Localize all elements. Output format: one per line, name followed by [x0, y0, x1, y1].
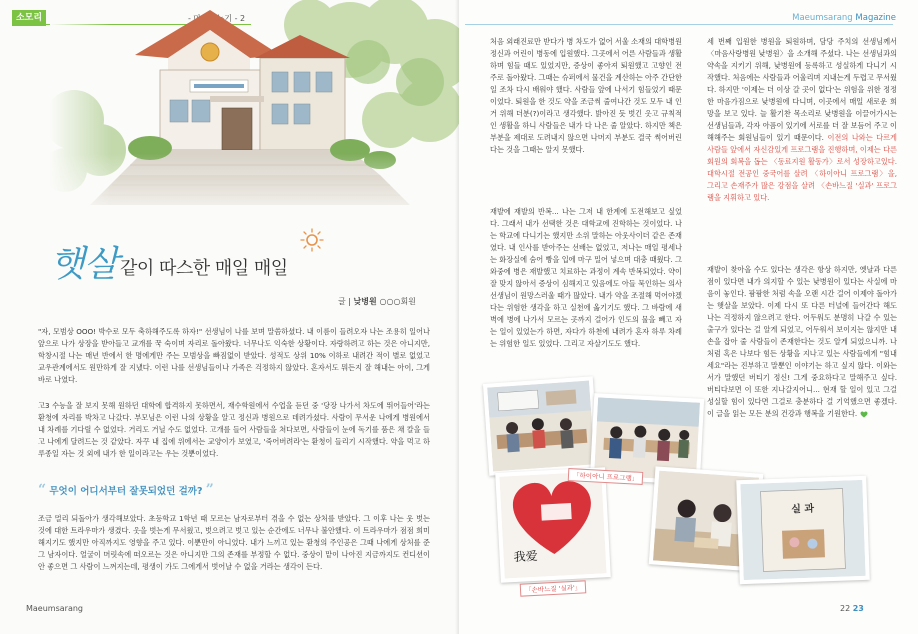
page-number-left: 22	[840, 604, 851, 613]
right-col2-text: 세 번째 입원한 병원을 퇴원하며, 담당 주치의 선생님께서 〈마음사랑병원 낮병원〉을 소개해 주셨다. 나는 선생님과의 약속을 지키기 위해, 낮병원에 등록하고 성실하게 다니기 시작했다. 처음에는 사람들과 어울리며 지내는게 두렵고 무서웠다. 하지만 '이제는 더 이상 갈 곳이 없다'는 위험을 위한 정정한 마음가짐으로 낮병원에 다니며, 이곳에서 매일 새로운 희망을 보고 있다. 늘 활기찬 목소리로 낮병원을 이끌어가시는 선생님들과, 각자 아픔이 있기에 서로를 더 잘 보듬어 주고 이해해주는 회원님들이 있기 때문이다.	[707, 37, 897, 142]
title-text: 같이 따스한 매일 매일	[120, 258, 288, 279]
byline-author: 낮병원 ○○○	[353, 297, 401, 306]
footer-brand: Maeumsarang	[26, 604, 83, 613]
photo-heart-sign	[495, 467, 611, 583]
quote-open-mark: “	[38, 482, 47, 498]
book-title: 실 과	[791, 503, 815, 516]
right-col2-paragraph-2	[707, 264, 897, 420]
page-number-right: 23	[852, 604, 864, 613]
quote-close-mark: ”	[205, 482, 214, 498]
magazine-header	[792, 13, 896, 23]
left-paragraph-2: 고3 수능을 잘 보지 못해 원하던 대학에 합격하지 못하면서, 재수학원에서 수업을 듣던 중 '당장 나가서 차도에 뛰어들어'라는 환청에 자리를 박차고 나갔다. 부모님은 이런 나의 상황을 알고 정신과 병원으로 데려가셨다. 사람이 무서운 나에게 병원에서 내 차례를 기다릴 수 없었다. 거리도 거닐 수도 없었다. 고개를 들어 사람들을 쳐다보면, 사람들이 눈에 독기를 품은 채 칼을 들고 나에게 달려드는 것 같았다. 자꾸 내 집에 위에서는 교양이가 보였고, '죽어버려라'는 환청이 들리기 시작했다. 약을 먹고 하루종일 자는 것 외에 내가 한 일이라고는 우는 것뿐이었다.	[38, 401, 430, 458]
heart-icon	[860, 411, 868, 418]
closing-text: 재발이 찾아올 수도 있다는 생각은 항상 하지만, 옛날과 다른 점이 있다면 내가 의지할 수 있는 낮병원이 있다는 사실에 마음이 놓인다. 팜팜한 처럼 속을 오랜 시간 걸어 이제야 돌아가는 햇살을 보았다. 이제 다시 또 다른 터널에 들어간다 해도 나는 걱정하지 않으려고 한다. 어두워도 분명히 나갈 수 있는 출구가 있다는 걸 알게 되었고, 어두워서 보이지는 않지만 내 손을 잡아 줄 사람들이 존재한다는 것도 알게 되었으니까. 나처럼 혹은 나보다 힘든 상황을 지나고 있는 사람들에게 "힘내세요"라는 진부하고 말뿐인 이야기는 하고 싶지 않다. 이와는 서가 말했던 버티기 정신! 그게 중요하다고 말해주고 싶다. 버티다보면 이 또한 지나갈지어니... 현재 할 일이 있고 그걸 성실할 힘이 있다면 그걸로 충분하다 걸 기억했으면 좋겠다. 이 글을 읽는 모든 분의 건강과 행복을 기원한다.	[707, 265, 897, 418]
left-paragraph-3: 조금 멀리 되돌아가 생각해보았다. 초등학교 1학년 때 모르는 남자로부터 겪을 수 없는 상처를 받았다. 그 이후 나는 웃 벗는 것에 대한 트라우마가 생겼다. 옷을 벗는게 무서웠고, 벗으려고 벗고 있는 순간에도 너무나 불안했다. 이 트라우마가 점점 희미해지기도 했지만 아직까지도 영향을 주고 있다. 이뿐만이 아니었다. 내가 느끼고 있는 환청의 주인공은 그때 나에게 상처를 준 그 남자이다. 얼굴이 머릿속에 떠오르는 것은 아니지만 그의 존재를 부정할 수 없다. 중상이 맡이 나아진 지금까지도 컨디션이 안 좋으면 그 사람이 느껴지는데, 평생이 가도 그에게서 벗어날 수 없을 거라는 생각이 든다.	[38, 514, 430, 571]
sun-icon	[300, 228, 324, 252]
right-col1-paragraph-2: 재발에 재발의 반복... 나는 그저 내 한계에 도전해보고 싶었다. 그래서 내가 선택한 것은 대학교에 진학하는 것이었다. 나는 학교에 다니기는 했지만 소위 말하는 아웃사이더 같은 존재였다. 내 인사를 받아주는 선배는 없었고, 저나는 매일 평세나는 화장실에 숨어 빵을 입에 마구 밀어 넣으며 대충 때웠다. 그 와중에 병은 재발했고 치료하는 과정이 계속 반복되었다. 약이 잘 맞지 않아서 증상이 심해지고 있음에도 아들 묵인하는 의사선생님이 원망스러울 때가 많았다. 내가 약을 조절해 먹어야겠다는 위험한 생각을 하고 실천에 옮기기도 했다. 그 바람에 새벽에 병에 나가서 모르는 곳까지 걸어가 인도의 물을 빼고 자는 일이 있었는가 하면, 자다가 하천에 내려가 혼자 하루 차례는 위험한 일도 있었다. 그리고 자살기도도 했다.	[490, 207, 682, 348]
section-tag: 소모리	[12, 10, 46, 26]
photo-sign-text: 我爱	[513, 548, 538, 565]
hospital-illustration	[50, 0, 459, 220]
pull-quote	[38, 482, 214, 498]
byline	[338, 296, 416, 307]
photo-caption-chinese-program: 「하이아니 프로그램」	[568, 468, 644, 485]
left-paragraph-1: "자, 모범상 OOO! 박수로 모두 축하해주도록 하자!" 선생님이 나를 보며 말씀하셨다. 내 이름이 들려오자 나는 조용히 일어나 앞으로 나가 상장을 받아들고 교개를 꾹 숙이며 자리로 돌아왔다. 너무나도 익숙한 상황이다. 자랑하려고 하는 것은 아니지만, 학창시절 나는 매년 반에서 한 명에게만 주는 모범상을 빠짐없이 받았다. 성적도 상위 10% 이하로 내려간 적이 별로 없었고 교우관계에서도 원만하게 잘 지냈다. 이런 나를 선생님들이나 가족은 걱정하지 않았다. 혼자서도 뭐든지 잘 해내는 아이, 그게 바로 나였다.	[38, 327, 430, 384]
page-numbers	[840, 604, 864, 613]
right-col2-paragraph-1	[707, 36, 897, 204]
byline-suffix: 회원	[400, 297, 416, 306]
byline-prefix: 글 |	[338, 297, 351, 306]
title-highlight: 햇살	[50, 244, 118, 285]
magazine-rule	[465, 24, 893, 25]
pull-quote-text: 무엇이 어디서부터 잘못되었던 걸까?	[49, 486, 203, 497]
magazine-brand: Maeumsarang	[792, 13, 853, 23]
highlighted-text: 이전의 나와는 다르게 사람들 앞에서 자신감있게 프로그램을 진행하며, 이제는 다른 회원의 회복을 돕는 〈동료지원 활동가〉로서 성장하고있다. 대학시절 전공인 중국어를 살려 〈하이아니 프로그램〉을, 그리고 손재주가 많은 강점을 살려 〈손바느질 '실과' 프로그램을 지휘하고 있다.	[707, 133, 897, 202]
right-col1-paragraph-1: 처음 외래진료만 받다가 병 차도가 없어 서울 소재의 대학병원 정신과 어린이 병동에 입원했다. 그곳에서 어른 사람들과 생활하며 힘들 때도 있었지만, 증상이 좋아져 퇴원했고 고향인 전주로 돌아왔다. 그때는 슈퍼에서 물건을 계산하는 아주 간단한 일 조차 다시 배워야 했다. 사람들 앞에 나서기 힘들었기 때문이었다. 퇴원을 한 것도 약을 조금씩 줄여나간 것도 모두 내 인거 위해 더분(?)이라고 생각했다. 밝아진 듯 벗긴 옷고 규칙적인 생활을 하니 사람들은 내가 다 나은 줄 알았다. 하지만 책은 부분을 제대로 도려내지 않으면 나머지 부분도 결국 썩어버린다는 것을 그때는 알지 못했다.	[490, 37, 682, 154]
photo-classroom	[483, 376, 599, 475]
photo-caption-sewing-program: 「손바느질 '실과'」	[520, 580, 587, 596]
magazine-label: Magazine	[855, 13, 896, 23]
photo-book	[736, 476, 870, 584]
